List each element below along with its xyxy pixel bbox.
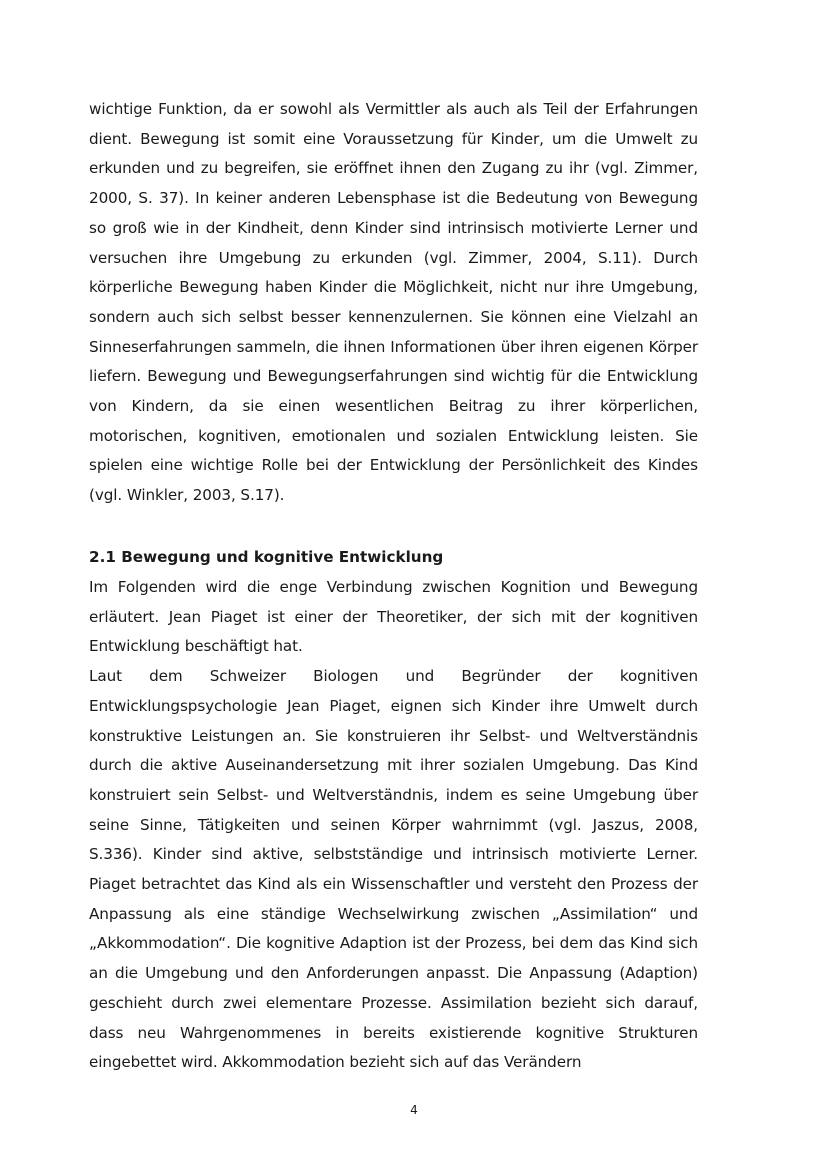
section-intro-paragraph: Im Folgenden wird die enge Verbindung zwischen Kognition und Bewegung erläutert. Jean Piaget ist einer der Theoretiker, der sich mit der kognitiven Entwicklung beschäftigt hat. — [89, 578, 698, 656]
body-text-block-1 — [89, 95, 698, 511]
body-text-block-2 — [89, 573, 698, 1078]
paragraph-continuation: wichtige Funktion, da er sowohl als Vermittler als auch als Teil der Erfahrungen dient. Bewegung ist somit eine Voraussetzung für Kinder, um die Umwelt zu erkunden und zu begreifen, sie eröffnet ihnen den Zugang zu ihr (vgl. Zimmer, 2000, S. 37). In keiner anderen Lebensphase ist die Bedeutung von Bewegung so groß wie in der Kindheit, denn Kinder sind intrinsisch motivierte Lerner und versuchen ihre Umgebung zu erkunden (vgl. Zimmer, 2004, S.11). Durch körperliche Bewegung haben Kinder die Möglichkeit, nicht nur ihre Umgebung, sondern auch sich selbst besser kennenzulernen. Sie können eine Vielzahl an Sinneserfahrungen sammeln, die ihnen Informationen über ihren eigenen Körper liefern. Bewegung und Bewegungserfahrungen sind wichtig für die Entwicklung von Kindern, da sie einen wesentlichen Beitrag zu ihrer körperlichen, motorischen, kognitiven, emotionalen und sozialen Entwicklung leisten. Sie spielen eine wichtige Rolle bei der Entwicklung der Persönlichkeit des Kindes (vgl. Winkler, 2003, S.17). — [89, 100, 698, 505]
section-body-paragraph: Laut dem Schweizer Biologen und Begründer der kognitiven Entwicklungspsychologie Jean Piaget, eignen sich Kinder ihre Umwelt durch konstruktive Leistungen an. Sie konstruieren ihr Selbst- und Weltverständnis durch die aktive Auseinandersetzung mit ihrer sozialen Umgebung. Das Kind konstruiert sein Selbst- und Weltverständnis, indem es seine Umgebung über seine Sinne, Tätigkeiten und seinen Körper wahrnimmt (vgl. Jaszus, 2008, S.336). Kinder sind aktive, selbstständige und intrinsisch motivierte Lerner. Piaget betrachtet das Kind als ein Wissenschaftler und versteht den Prozess der Anpassung als eine ständige Wechselwirkung zwischen „Assimilation“ und „Akkommodation“. Die kognitive Adaption ist der Prozess, bei dem das Kind sich an die Umgebung und den Anforderungen anpasst. Die Anpassung (Adaption) geschieht durch zwei elementare Prozesse. Assimilation bezieht sich darauf, dass neu Wahrgenommenes in bereits existierende kognitive Strukturen eingebettet wird. Akkommodation bezieht sich auf das Verändern — [89, 667, 698, 1072]
section-heading: 2.1 Bewegung und kognitive Entwicklung — [89, 548, 444, 566]
page-number: 4 — [410, 1103, 418, 1117]
